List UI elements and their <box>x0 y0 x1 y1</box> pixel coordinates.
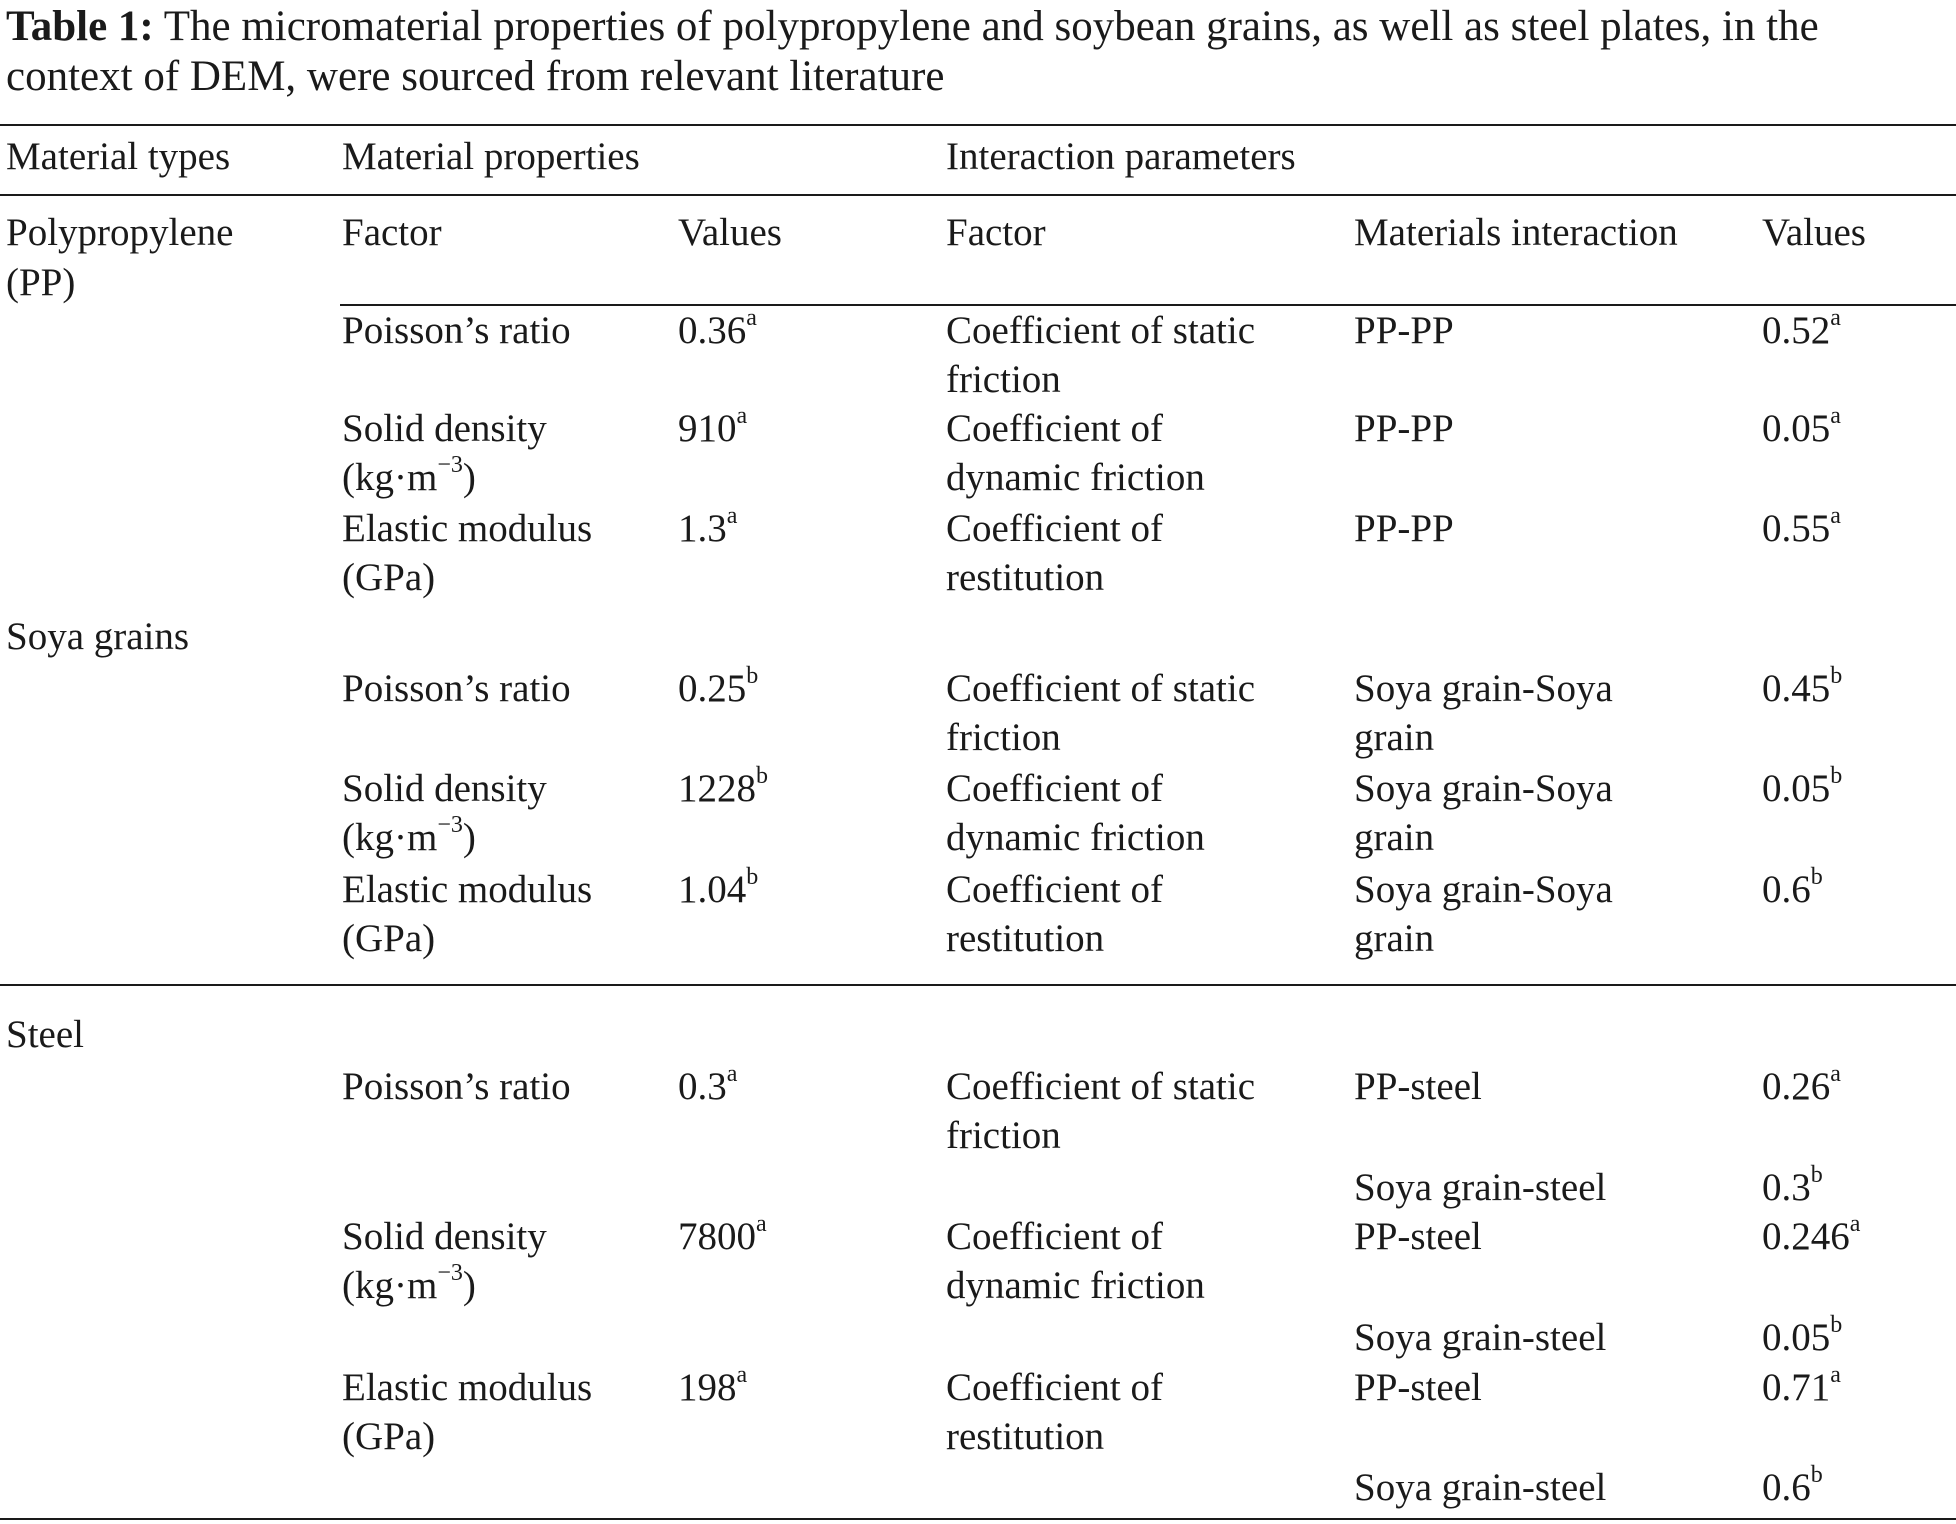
steel-static-factor-1: Coefficient of static <box>946 1065 1256 1108</box>
soya-static-value: 0.45$^b$ <box>1762 663 1843 710</box>
steel-restitution-interaction-pp: PP-steel <box>1354 1366 1482 1409</box>
group-polypropylene: Polypropylene (PP) <box>6 211 234 304</box>
pp-elastic-value: 1.3$^a$ <box>678 503 738 550</box>
steel-dynamic-value-pp: 0.246$^a$ <box>1762 1211 1861 1258</box>
pp-poisson-factor: Poisson’s ratio <box>342 309 571 352</box>
header-material-types: Material types <box>6 135 231 178</box>
header-rule <box>0 194 1956 196</box>
steel-restitution-value-soya: 0.6$^b$ <box>1762 1462 1823 1509</box>
steel-elastic-value: 198$^a$ <box>678 1362 748 1409</box>
pp-restitution-factor-2: restitution <box>946 556 1105 599</box>
pp-dynamic-value: 0.05$^a$ <box>1762 403 1841 450</box>
group-soya-grains: Soya grains <box>6 615 190 658</box>
subheader-values-interaction: Values <box>1762 211 1866 254</box>
steel-restitution-value-pp: 0.71$^a$ <box>1762 1362 1841 1409</box>
group-steel: Steel <box>6 1013 84 1056</box>
subheader-materials-interaction: Materials interaction <box>1354 211 1678 254</box>
soya-dynamic-factor-2: dynamic friction <box>946 816 1205 859</box>
pp-static-factor-2: friction <box>946 358 1061 401</box>
header-material-properties: Material properties <box>342 135 640 178</box>
soya-poisson-value: 0.25$^b$ <box>678 663 759 710</box>
caption-text: The micromaterial properties of polypropylene and soybean grains, as well as steel plates, in the context of DEM, were sourced from relevant literature <box>6 3 1819 100</box>
subheader-factor: Factor <box>342 211 442 254</box>
steel-static-value-pp: 0.26$^a$ <box>1762 1061 1841 1108</box>
table-label: Table 1: <box>6 3 154 50</box>
pp-restitution-interaction: PP-PP <box>1354 507 1454 550</box>
pp-density-factor-1: Solid density <box>342 407 547 450</box>
soya-restitution-factor-1: Coefficient of <box>946 868 1163 911</box>
subheader-factor-interaction: Factor <box>946 211 1046 254</box>
pp-poisson-value: 0.36$^a$ <box>678 305 757 352</box>
steel-elastic-factor-2: (GPa) <box>342 1415 436 1458</box>
soya-elastic-factor-1: Elastic modulus <box>342 868 593 911</box>
steel-dynamic-interaction-pp: PP-steel <box>1354 1215 1482 1258</box>
steel-static-interaction-pp: PP-steel <box>1354 1065 1482 1108</box>
table-caption <box>6 2 1946 102</box>
steel-static-interaction-soya: Soya grain-steel <box>1354 1166 1607 1209</box>
pp-elastic-factor-1: Elastic modulus <box>342 507 593 550</box>
steel-poisson-value: 0.3$^a$ <box>678 1061 738 1108</box>
steel-poisson-factor: Poisson’s ratio <box>342 1065 571 1108</box>
top-rule <box>0 124 1956 126</box>
pp-dynamic-interaction: PP-PP <box>1354 407 1454 450</box>
soya-dynamic-interaction-2: grain <box>1354 816 1435 859</box>
pp-dynamic-factor-2: dynamic friction <box>946 456 1205 499</box>
soya-restitution-interaction-1: Soya grain-Soya <box>1354 868 1613 911</box>
steel-static-value-soya: 0.3$^b$ <box>1762 1162 1823 1209</box>
steel-density-value: 7800$^a$ <box>678 1211 767 1258</box>
steel-restitution-factor-2: restitution <box>946 1415 1105 1458</box>
soya-elastic-factor-2: (GPa) <box>342 917 436 960</box>
soya-static-factor-2: friction <box>946 716 1061 759</box>
steel-dynamic-value-soya: 0.05$^b$ <box>1762 1312 1843 1359</box>
pp-restitution-value: 0.55$^a$ <box>1762 503 1841 550</box>
soya-elastic-value: 1.04$^b$ <box>678 864 759 911</box>
steel-static-factor-2: friction <box>946 1114 1061 1157</box>
soya-dynamic-factor-1: Coefficient of <box>946 767 1163 810</box>
soya-static-interaction-1: Soya grain-Soya <box>1354 667 1613 710</box>
steel-density-factor-2: $(kg\cdot m^{-3})$ <box>342 1260 476 1307</box>
soya-static-factor-1: Coefficient of static <box>946 667 1256 710</box>
steel-restitution-factor-1: Coefficient of <box>946 1366 1163 1409</box>
pp-static-value: 0.52$^a$ <box>1762 305 1841 352</box>
soya-restitution-value: 0.6$^b$ <box>1762 864 1823 911</box>
bottom-rule <box>0 1518 1956 1520</box>
soya-density-value: 1228$^b$ <box>678 763 768 810</box>
steel-dynamic-factor-1: Coefficient of <box>946 1215 1163 1258</box>
pp-static-interaction: PP-PP <box>1354 309 1454 352</box>
soya-density-factor-1: Solid density <box>342 767 547 810</box>
header-interaction-parameters: Interaction parameters <box>946 135 1296 178</box>
pp-static-factor-1: Coefficient of static <box>946 309 1256 352</box>
soya-dynamic-interaction-1: Soya grain-Soya <box>1354 767 1613 810</box>
steel-density-factor-1: Solid density <box>342 1215 547 1258</box>
soya-density-factor-2: $(kg\cdot m^{-3})$ <box>342 812 476 859</box>
steel-elastic-factor-1: Elastic modulus <box>342 1366 593 1409</box>
subheader-values: Values <box>678 211 782 254</box>
pp-restitution-factor-1: Coefficient of <box>946 507 1163 550</box>
pp-density-factor-2: $(kg\cdot m^{-3})$ <box>342 452 476 499</box>
soya-poisson-factor: Poisson’s ratio <box>342 667 571 710</box>
soya-restitution-interaction-2: grain <box>1354 917 1435 960</box>
soya-static-interaction-2: grain <box>1354 716 1435 759</box>
steel-dynamic-interaction-soya: Soya grain-steel <box>1354 1316 1607 1359</box>
group-rule <box>0 984 1956 986</box>
pp-dynamic-factor-1: Coefficient of <box>946 407 1163 450</box>
pp-elastic-factor-2: (GPa) <box>342 556 436 599</box>
soya-restitution-factor-2: restitution <box>946 917 1105 960</box>
soya-dynamic-value: 0.05$^b$ <box>1762 763 1843 810</box>
pp-density-value: 910$^a$ <box>678 403 748 450</box>
steel-restitution-interaction-soya: Soya grain-steel <box>1354 1466 1607 1509</box>
steel-dynamic-factor-2: dynamic friction <box>946 1264 1205 1307</box>
